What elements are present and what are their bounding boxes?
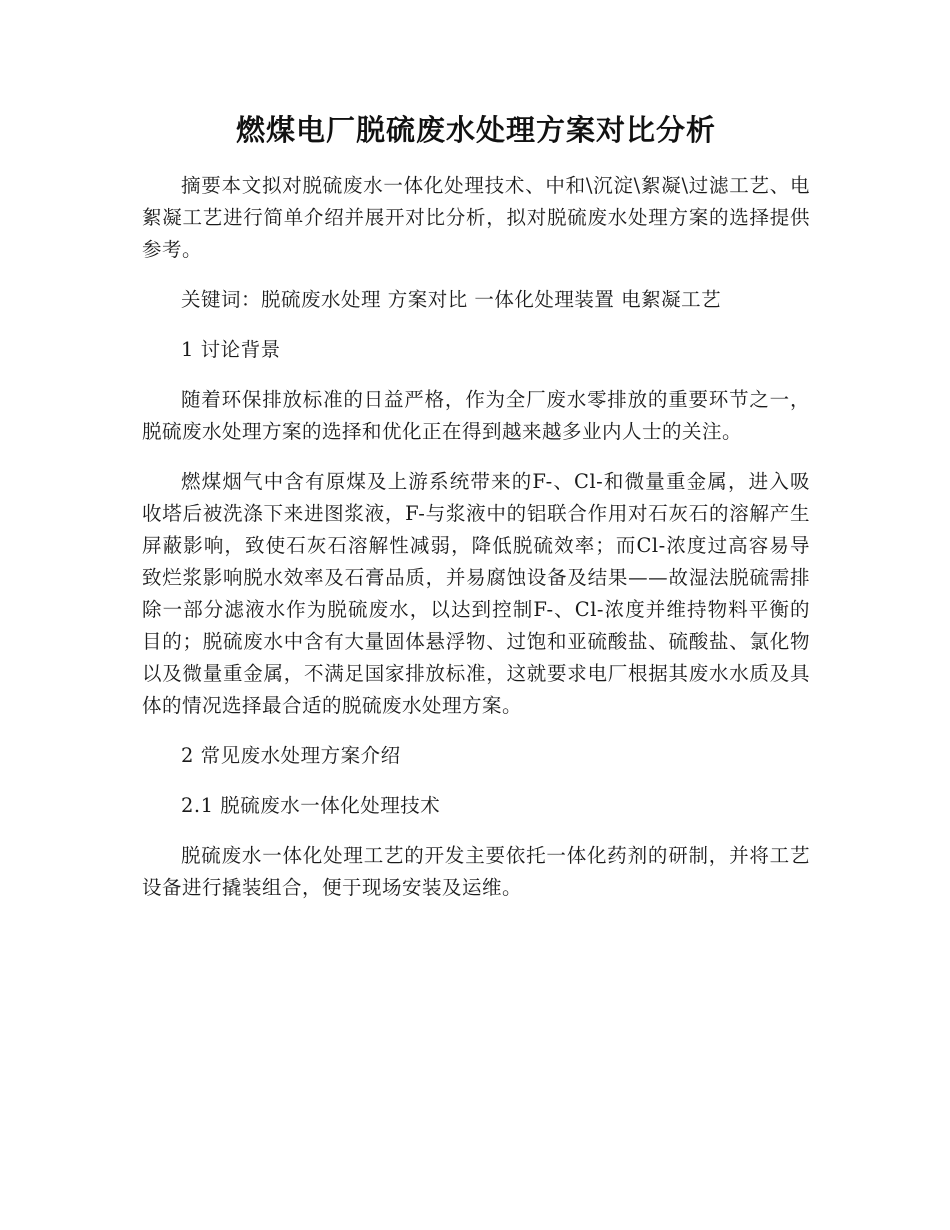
keywords-line: 关键词：脱硫废水处理 方案对比 一体化处理装置 电絮凝工艺 (181, 288, 722, 311)
section-1-heading: 1 讨论背景 (181, 338, 281, 361)
section-2-heading: 2 常见废水处理方案介绍 (181, 744, 401, 767)
abstract-paragraph: 摘要本文拟对脱硫废水一体化处理技术、中和\沉淀\絮凝\过滤工艺、电絮凝工艺进行简单介绍并展开对比分析，拟对脱硫废水处理方案的选择提供参考。 (142, 174, 810, 261)
section-1-paragraph-2: 燃煤烟气中含有原煤及上游系统带来的F-、Cl-和微量重金属，进入吸收塔后被洗涤下来进图浆液，F-与浆液中的铝联合作用对石灰石的溶解产生屏蔽影响，致使石灰石溶解性减弱，降低脱硫效率；而Cl-浓度过高容易导致烂浆影响脱水效率及石膏品质，并易腐蚀设备及结果——故湿法脱硫需排除一部分滤液水作为脱硫废水，以达到控制F-、Cl-浓度并维持物料平衡的目的；脱硫废水中含有大量固体悬浮物、过饱和亚硫酸盐、硫酸盐、氯化物以及微量重金属，不满足国家排放标准，这就要求电厂根据其废水水质及具体的情况选择最合适的脱硫废水处理方案。 (142, 470, 810, 717)
document-title: 燃煤电厂脱硫废水处理方案对比分析 (235, 113, 716, 147)
document-body (142, 108, 810, 922)
section-1-paragraph-1: 随着环保排放标准的日益严格，作为全厂废水零排放的重要环节之一，脱硫废水处理方案的选择和优化正在得到越来越多业内人士的关注。 (142, 388, 810, 443)
section-2-1-paragraph: 脱硫废水一体化处理工艺的开发主要依托一体化药剂的研制，并将工艺设备进行撬装组合，便于现场安装及运维。 (142, 844, 810, 899)
section-2-1-heading: 2.1 脱硫废水一体化处理技术 (181, 794, 441, 817)
